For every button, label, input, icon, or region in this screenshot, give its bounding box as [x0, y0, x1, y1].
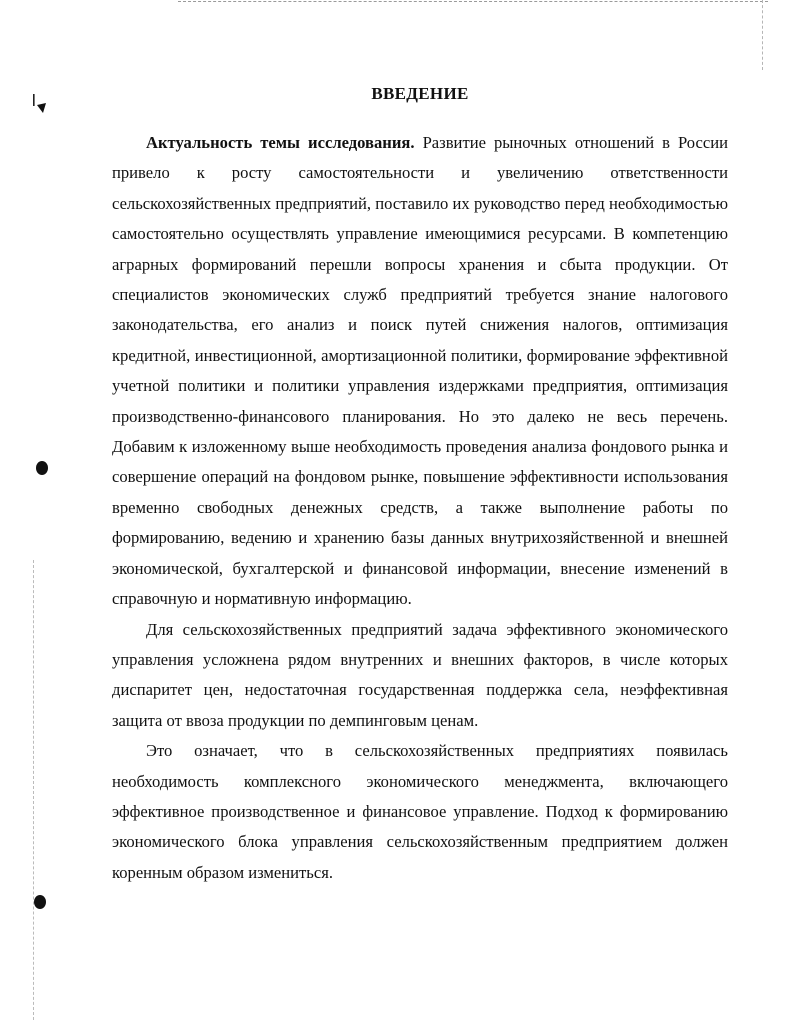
- paragraph-management: [112, 736, 728, 888]
- scan-artifact-right-line: [762, 0, 763, 70]
- paragraph-relevance: [112, 128, 728, 615]
- page-heading: ВВЕДЕНИЕ: [371, 84, 469, 103]
- paragraph-text: Для сельскохозяйственных предприятий задача эффективного экономического управления усложнена рядом внутренних и внешних факторов, в числе которых диспаритет цен, недостаточная государственная поддержка села, неэффективная защита от ввоза продукции по демпинговым ценам.: [112, 619, 728, 730]
- punch-hole-dot: [34, 895, 46, 909]
- scan-artifact-left-line: [33, 560, 34, 1020]
- scan-artifact-top-line: [178, 1, 768, 2]
- paragraph-text: Развитие рыночных отношений в России привело к росту самостоятельности и увеличению ответственности сельскохозяйственных предприятий, поставило их руководство перед необходимостью самостоятельно осуществлять управление имеющимися ресурсами. В компетенцию аграрных формирований перешли вопросы хранения и сбыта продукции. От специалистов экономических служб предприятий требуется знание налогового законодательства, его анализ и поиск путей снижения налогов, оптимизация кредитной, инвестиционной, амортизационной политики, формирование эффективной учетной политики и политики управления издержками предприятия, оптимизация производственно-финансового планирования. Но это далеко не весь перечень. Добавим к изложенному выше необходимость проведения анализа фондового рынка и совершение операций на фондовом рынке, повышение эффективности использования временно свободных денежных средств, а также выполнение работы по формированию, ведению и хранению базы данных внутрихозяйственной и внешней экономической, бухгалтерской и финансовой информации, внесение изменений в справочную и нормативную информацию.: [112, 133, 728, 609]
- paragraph-factors: [112, 615, 728, 737]
- paragraph-lead: Актуальность темы исследования.: [146, 133, 415, 152]
- scan-mark-icon: [33, 94, 47, 116]
- paragraph-text: Это означает, что в сельскохозяйственных предприятиях появилась необходимость комплексного экономического менеджмента, включающего эффективное производственное и финансовое управление. Подход к формированию экономического блока управления сельскохозяйственным предприятием должен коренным образом измениться.: [112, 741, 728, 882]
- document-page: [112, 84, 728, 888]
- punch-hole-dot: [36, 461, 48, 475]
